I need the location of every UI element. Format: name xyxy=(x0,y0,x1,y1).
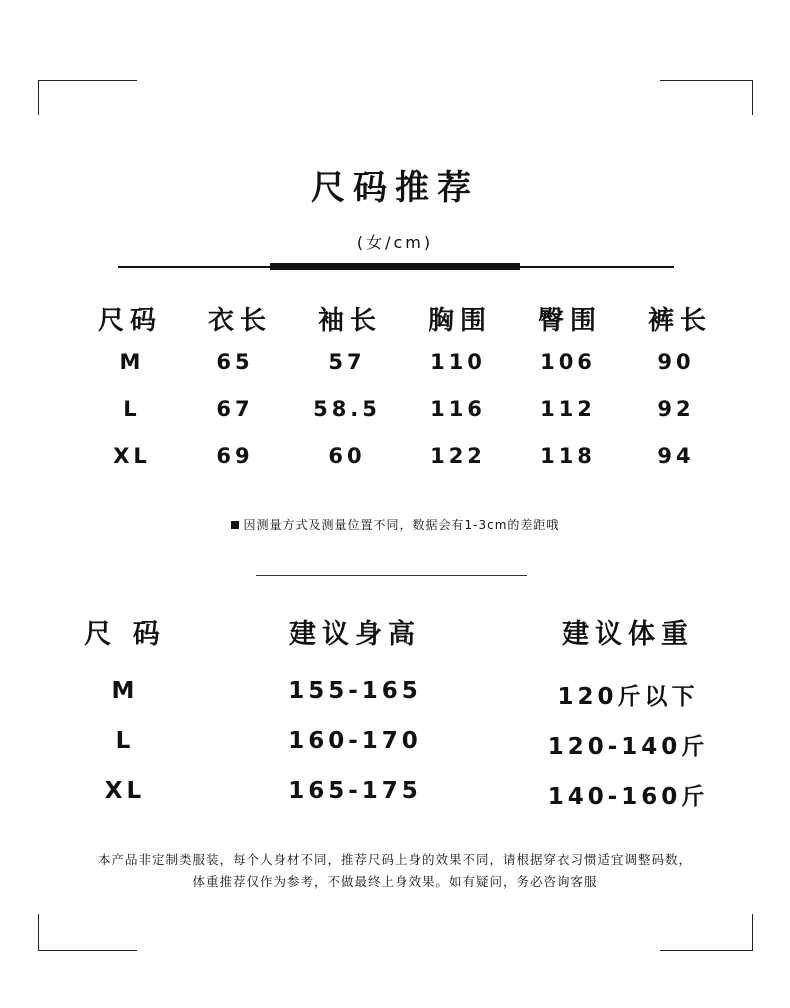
recommend-header-size: 尺 码 xyxy=(84,619,166,650)
measure-header-size: 尺码 xyxy=(97,306,162,336)
measure-cell: 58.5 xyxy=(313,397,381,421)
square-bullet-icon xyxy=(231,521,239,529)
measure-cell: 90 xyxy=(657,350,695,374)
measure-cell: XL xyxy=(113,444,151,468)
measurement-note xyxy=(0,516,790,533)
measure-cell: M xyxy=(119,350,145,374)
recommend-cell: 155-165 xyxy=(288,678,422,704)
recommend-header-height: 建议身高 xyxy=(289,619,421,650)
disclaimer-line-2: 体重推荐仅作为参考，不做最终上身效果。如有疑问，务必咨询客服 xyxy=(192,874,598,889)
measure-cell: 65 xyxy=(216,350,254,374)
recommend-cell: 120-140斤 xyxy=(547,734,709,760)
disclaimer xyxy=(0,849,790,893)
measure-cell: 94 xyxy=(657,444,695,468)
measure-cell: 60 xyxy=(328,444,366,468)
recommend-cell: L xyxy=(115,728,135,754)
measure-cell: 118 xyxy=(540,444,596,468)
recommend-cell: 120斤以下 xyxy=(557,684,699,710)
corner-frame-top-left xyxy=(38,80,137,115)
measure-cell: 106 xyxy=(540,350,596,374)
measure-header-pants-length: 裤长 xyxy=(647,306,712,336)
measurement-note-text: 因测量方式及测量位置不同，数据会有1-3cm的差距哦 xyxy=(243,518,560,532)
measure-cell: 116 xyxy=(430,397,486,421)
corner-frame-bottom-right xyxy=(660,914,753,951)
corner-frame-top-right xyxy=(660,80,753,115)
measure-cell: 92 xyxy=(657,397,695,421)
measure-cell: L xyxy=(123,397,141,421)
corner-frame-bottom-left xyxy=(38,914,137,951)
recommend-cell: M xyxy=(111,678,139,704)
measure-header-hip: 臀围 xyxy=(537,306,602,336)
section-divider xyxy=(256,575,527,576)
page-title: 尺码推荐 xyxy=(311,168,479,208)
title-divider-accent xyxy=(270,263,520,270)
recommend-cell: XL xyxy=(104,778,146,804)
measure-cell: 112 xyxy=(540,397,596,421)
recommend-cell: 160-170 xyxy=(288,728,422,754)
measure-cell: 122 xyxy=(430,444,486,468)
recommend-header-weight: 建议体重 xyxy=(562,619,694,650)
measure-header-sleeve: 袖长 xyxy=(317,306,382,336)
disclaimer-line-1: 本产品非定制类服装，每个人身材不同，推荐尺码上身的效果不同，请根据穿衣习惯适宜调整码数， xyxy=(97,852,692,867)
recommend-cell: 140-160斤 xyxy=(547,784,709,810)
measure-cell: 69 xyxy=(216,444,254,468)
measure-cell: 110 xyxy=(430,350,486,374)
unit-subtitle: (女/cm) xyxy=(356,233,434,252)
measure-header-length: 衣长 xyxy=(207,306,272,336)
recommend-cell: 165-175 xyxy=(288,778,422,804)
measure-cell: 57 xyxy=(328,350,366,374)
measure-cell: 67 xyxy=(216,397,254,421)
measure-header-bust: 胸围 xyxy=(427,306,492,336)
